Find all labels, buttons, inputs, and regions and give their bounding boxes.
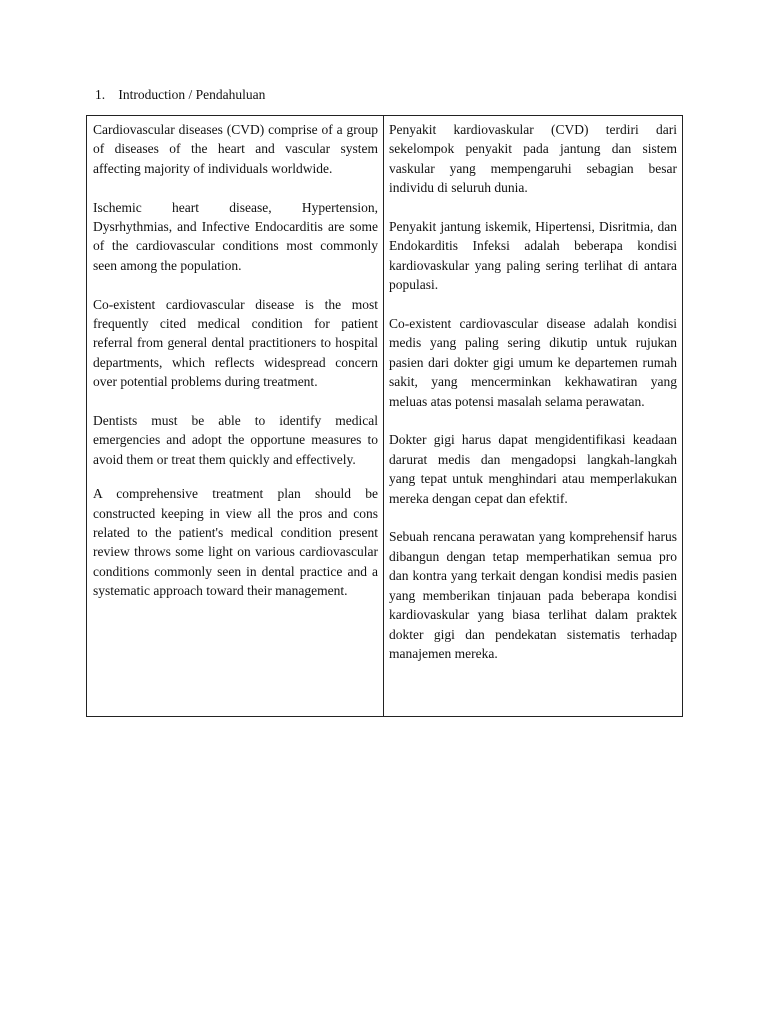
english-paragraph: Dentists must be able to identify medical emergencies and adopt the opportune measures to avoid them or treat them quickly and effectively.	[93, 413, 378, 467]
indonesian-paragraph: Dokter gigi harus dapat mengidentifikasi keadaan darurat medis dan mengadopsi langkah-langkah yang tepat untuk menghindari atau memperlakukan mereka dengan cepat dan efektif.	[389, 432, 677, 506]
section-heading	[95, 86, 265, 104]
indonesian-paragraph: Penyakit jantung iskemik, Hipertensi, Disritmia, dan Endokarditis Infeksi adalah beberapa kondisi kardiovaskular yang paling sering terlihat di antara populasi.	[389, 219, 677, 293]
english-paragraph: A comprehensive treatment plan should be constructed keeping in view all the pros and cons related to the patient's medical condition present review throws some light on various cardiovascular conditions commonly seen in dental practice and a systematic approach toward their management.	[93, 486, 378, 599]
english-paragraph: Ischemic heart disease, Hypertension, Dysrhythmias, and Infective Endocarditis are some of the cardiovascular conditions most commonly seen among the population.	[93, 199, 378, 273]
indonesian-paragraph: Co-existent cardiovascular disease adalah kondisi medis yang paling sering dikutip untuk rujukan pasien dari dokter gigi umum ke departemen rumah sakit, yang mencerminkan kekhawatiran yang meluas atas potensi masalah selama perawatan.	[389, 316, 677, 409]
indonesian-column	[384, 116, 682, 716]
indonesian-paragraph: Sebuah rencana perawatan yang komprehensif harus dibangun dengan tetap memperhatikan semua pro dan kontra yang terkait dengan kondisi medis pasien yang memberikan tinjauan pada beberapa kondisi kardiovaskular yang biasa terlihat dalam praktek dokter gigi dan pendekatan sistematis terhadap manajemen mereka.	[389, 529, 677, 661]
indonesian-paragraph: Penyakit kardiovaskular (CVD) terdiri dari sekelompok penyakit pada jantung dan sistem vaskular yang mempengaruhi sebagian besar individu di seluruh dunia.	[389, 122, 677, 196]
section-title: Introduction / Pendahuluan	[118, 87, 266, 102]
english-column	[87, 116, 384, 716]
english-paragraph: Co-existent cardiovascular disease is the most frequently cited medical condition for patient referral from general dental practitioners to hospital departments, which reflects widespread concern over potential problems during treatment.	[93, 296, 378, 390]
english-paragraph: Cardiovascular diseases (CVD) comprise of a group of diseases of the heart and vascular system affecting majority of individuals worldwide.	[93, 122, 378, 176]
section-number: 1.	[95, 87, 106, 102]
translation-table	[86, 115, 683, 717]
